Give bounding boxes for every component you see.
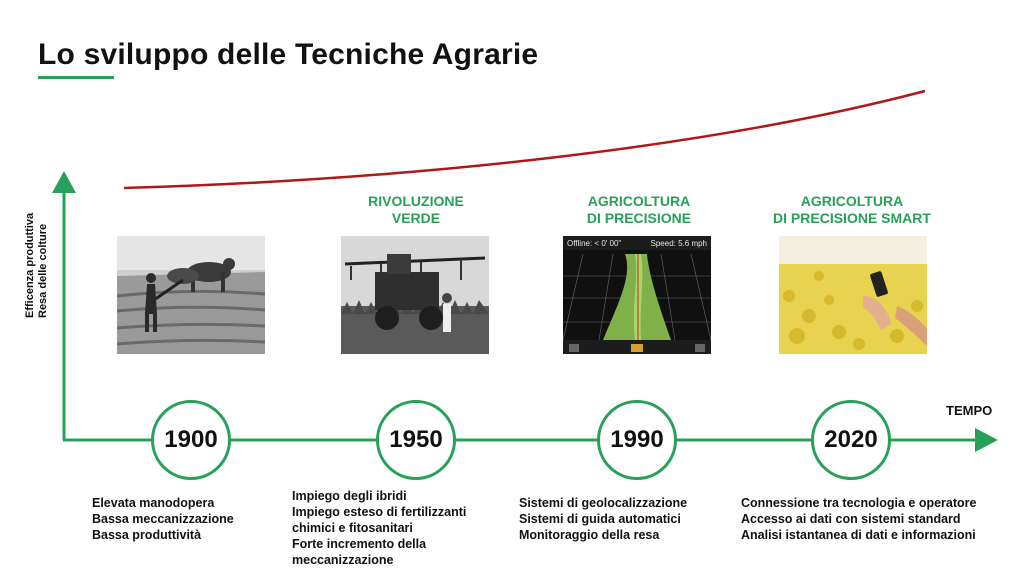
gps-offline-readout: Offline: < 0' 00" (567, 239, 622, 248)
list-item: Analisi istantanea di dati e informazioni (741, 528, 976, 542)
era-description-1900 (92, 495, 234, 543)
list-item: Forte incremento della (292, 537, 427, 551)
growth-curve (124, 91, 925, 188)
year-node-1900: 1900 (151, 400, 231, 480)
y-axis-label-line2: Resa delle colture (37, 223, 49, 318)
list-item: Connessione tra tecnologia e operatore (741, 496, 977, 510)
crop-sprayer-photo (341, 236, 489, 354)
x-axis-label: TEMPO (946, 403, 993, 418)
list-item: Monitoraggio della resa (519, 528, 660, 542)
list-item: Elevata manodopera (92, 496, 215, 510)
era-label-1950: RIVOLUZIONE VERDE (368, 193, 464, 226)
list-item: chimici e fitosanitari (292, 521, 413, 535)
era-description-1950 (292, 488, 466, 568)
list-item: Sistemi di guida automatici (519, 512, 681, 526)
list-item: Impiego degli ibridi (292, 489, 407, 503)
era-label-2020: AGRICOLTURA DI PRECISIONE SMART (773, 193, 931, 226)
list-item: Sistemi di geolocalizzazione (519, 496, 688, 510)
list-item: Bassa produttività (92, 528, 202, 542)
gps-guidance-screen (563, 236, 711, 354)
horse-plough-photo (117, 236, 265, 354)
era-description-1990 (519, 495, 687, 543)
gps-speed-readout: Speed: 5.6 mph (650, 239, 707, 248)
list-item: Impiego esteso di fertilizzanti (292, 505, 467, 519)
year-node-1950: 1950 (376, 400, 456, 480)
x-axis-arrowhead (975, 428, 998, 452)
y-axis-label (24, 118, 50, 318)
page-title: Lo sviluppo delle Tecniche Agrarie (38, 38, 539, 71)
list-item: meccanizzazione (292, 553, 394, 567)
year-node-2020: 2020 (811, 400, 891, 480)
y-axis-label-line1: Efficenza produttiva (24, 212, 36, 318)
y-axis-arrowhead (52, 171, 76, 193)
list-item: Bassa meccanizzazione (92, 512, 234, 526)
era-label-1990: AGRICOLTURA DI PRECISIONE (586, 193, 692, 226)
year-node-1990: 1990 (597, 400, 677, 480)
era-description-2020 (741, 495, 976, 543)
smartphone-field-photo (779, 236, 927, 354)
list-item: Accesso ai dati con sistemi standard (741, 512, 961, 526)
